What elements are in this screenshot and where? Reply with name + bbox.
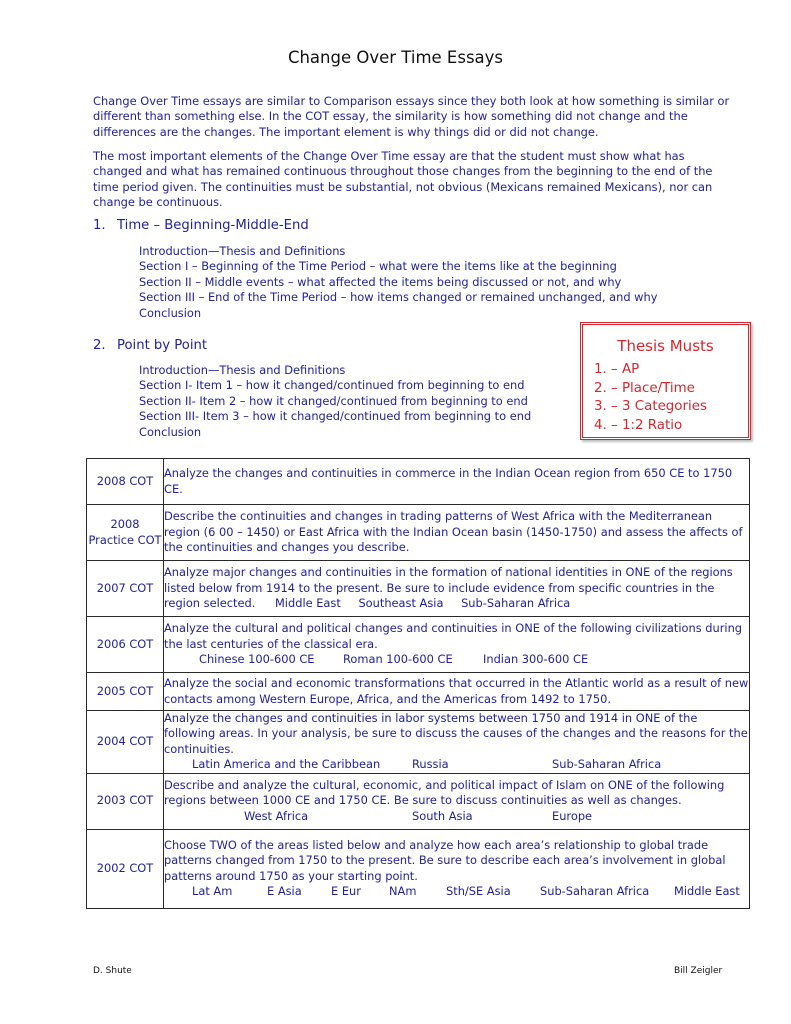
prompt-cell: [164, 561, 750, 617]
table-row: [87, 617, 750, 673]
region-option: Indian 300-600 CE: [483, 652, 589, 667]
outline-item: Section II – Middle events – what affected the items being discussed or not, and why: [139, 274, 622, 289]
thesis-item: 3. – 3 Categories: [594, 399, 707, 415]
prompts-table: [86, 458, 750, 909]
region-option: Chinese 100-600 CE: [199, 652, 315, 667]
intro-paragraph: Change Over Time essays are similar to Comparison essays since they both look at how something is similar or different than something else. In the COT essay, the similarity is how something did not change and the differences are the changes. The important element is why things did or did not change.: [93, 94, 730, 139]
table-row: [87, 773, 750, 829]
outline-item: Conclusion: [139, 305, 202, 320]
table-row: [87, 505, 750, 561]
region-option: Russia: [412, 757, 449, 772]
outline-item: Section I – Beginning of the Time Period – what were the items like at the beginning: [139, 259, 617, 274]
year-cell: 2002 COT: [87, 829, 164, 908]
table-row: [87, 459, 750, 505]
outline-item: Section III- Item 3 – how it changed/continued from beginning to end: [139, 409, 532, 424]
section-heading-point-by-point: [93, 338, 207, 353]
region-option: Latin America and the Caribbean: [192, 757, 381, 772]
region-option: Middle East: [674, 884, 740, 899]
thesis-item: 1. – AP: [594, 362, 640, 377]
prompt-cell: [164, 505, 750, 561]
region-option: Sub-Saharan Africa: [552, 757, 662, 772]
table-row: [87, 711, 750, 774]
year-cell: 2007 COT: [87, 561, 164, 617]
region-option: NAm: [389, 884, 417, 899]
prompt-text: Describe the continuities and changes in trading patterns of West Africa with the Mediterranean region (6 00 – 1450) or East Africa with the Indian Ocean basin (1450-1750) and assess the affects of the continuities and changes you describe.: [164, 509, 743, 555]
outline-item: Section II- Item 2 – how it changed/continued from beginning to end: [139, 393, 528, 408]
region-option: Middle East: [274, 596, 341, 611]
year-cell: 2008 COT: [87, 459, 164, 505]
point-outline: [139, 363, 559, 440]
section-title: Point by Point: [117, 338, 208, 353]
year-cell: 2008 Practice COT: [87, 505, 164, 561]
outline-item: Section I- Item 1 – how it changed/continued from beginning to end: [139, 378, 525, 393]
prompt-text: Analyze the cultural and political changes and continuities in ONE of the following civilizations during the last centuries of the classical era.: [164, 621, 743, 651]
prompt-cell: [164, 673, 750, 711]
outline-item: Section III – End of the Time Period – how items changed or remained unchanged, and why: [139, 290, 658, 305]
prompt-cell: [164, 711, 750, 774]
outline-item: Introduction—Thesis and Definitions: [139, 363, 346, 377]
elements-paragraph: The most important elements of the Change Over Time essay are that the student must show what has changed and what has remained continuous throughout those changes from the beginning to the end of the time period given. The continuities must be substantial, not obvious (Mexicans remained Mexicans), nor can change be continuous.: [93, 149, 713, 210]
region-option: Sub-Saharan Africa: [461, 596, 571, 611]
year-cell: 2003 COT: [87, 773, 164, 829]
region-option: E Asia: [267, 884, 302, 899]
thesis-musts-box: [580, 322, 751, 440]
table-row: [87, 829, 750, 908]
prompt-cell: [164, 459, 750, 505]
outline-item: Conclusion: [139, 424, 202, 439]
region-option: Roman 100-600 CE: [343, 652, 453, 667]
section-title: Time – Beginning-Middle-End: [117, 218, 309, 233]
region-option: Sth/SE Asia: [446, 884, 511, 899]
footer-left: D. Shute: [93, 966, 132, 976]
prompt-cell: [164, 773, 750, 829]
thesis-box-title: Thesis Musts: [617, 337, 714, 355]
time-outline: [139, 244, 699, 321]
prompt-text: Choose TWO of the areas listed below and analyze how each area’s relationship to global trade patterns changed from 1750 to the present. Be sure to describe each area’s involvement in global patterns around 1750 as your starting point.: [164, 838, 726, 883]
thesis-list: [594, 361, 707, 435]
section-heading-time: [93, 218, 309, 233]
footer-right: Bill Zeigler: [674, 966, 723, 976]
page-title: Change Over Time Essays: [287, 48, 504, 67]
region-option: E Eur: [331, 884, 361, 899]
region-option: West Africa: [244, 808, 309, 823]
table-row: [87, 673, 750, 711]
prompt-text: Analyze the changes and continuities in labor systems between 1750 and 1914 in ONE of the following areas. In your analysis, be sure to discuss the causes of the changes and the reasons for the continuities.: [164, 711, 748, 756]
section-number: 2.: [93, 338, 106, 353]
prompt-cell: [164, 829, 750, 908]
outline-item: Introduction—Thesis and Definitions: [139, 244, 346, 258]
region-option: Lat Am: [192, 884, 233, 899]
prompt-text: Analyze the changes and continuities in commerce in the Indian Ocean region from 650 CE to 1750 CE.: [164, 466, 733, 496]
region-option: Europe: [552, 808, 593, 823]
region-option: Southeast Asia: [358, 596, 444, 611]
prompt-text: Describe and analyze the cultural, economic, and political impact of Islam on ONE of the following regions between 1000 CE and 1750 CE. Be sure to discuss continuities as well as changes.: [164, 778, 725, 808]
year-cell: 2005 COT: [87, 673, 164, 711]
region-option: South Asia: [412, 808, 473, 823]
table-row: [87, 561, 750, 617]
prompt-cell: [164, 617, 750, 673]
year-cell: 2004 COT: [87, 711, 164, 774]
region-option: Sub-Saharan Africa: [540, 884, 650, 899]
prompt-text: Analyze major changes and continuities in the formation of national identities in ONE of the regions listed below from 1914 to the present. Be sure to include evidence from specific countries in the region selected.: [164, 565, 733, 611]
thesis-item: 2. – Place/Time: [594, 380, 695, 396]
year-cell: 2006 COT: [87, 617, 164, 673]
thesis-item: 4. – 1:2 Ratio: [594, 417, 683, 433]
prompt-text: Analyze the social and economic transformations that occurred in the Atlantic world as a result of new contacts among Western Europe, Africa, and the Americas from 1492 to 1750.: [164, 676, 749, 706]
section-number: 1.: [93, 218, 106, 233]
